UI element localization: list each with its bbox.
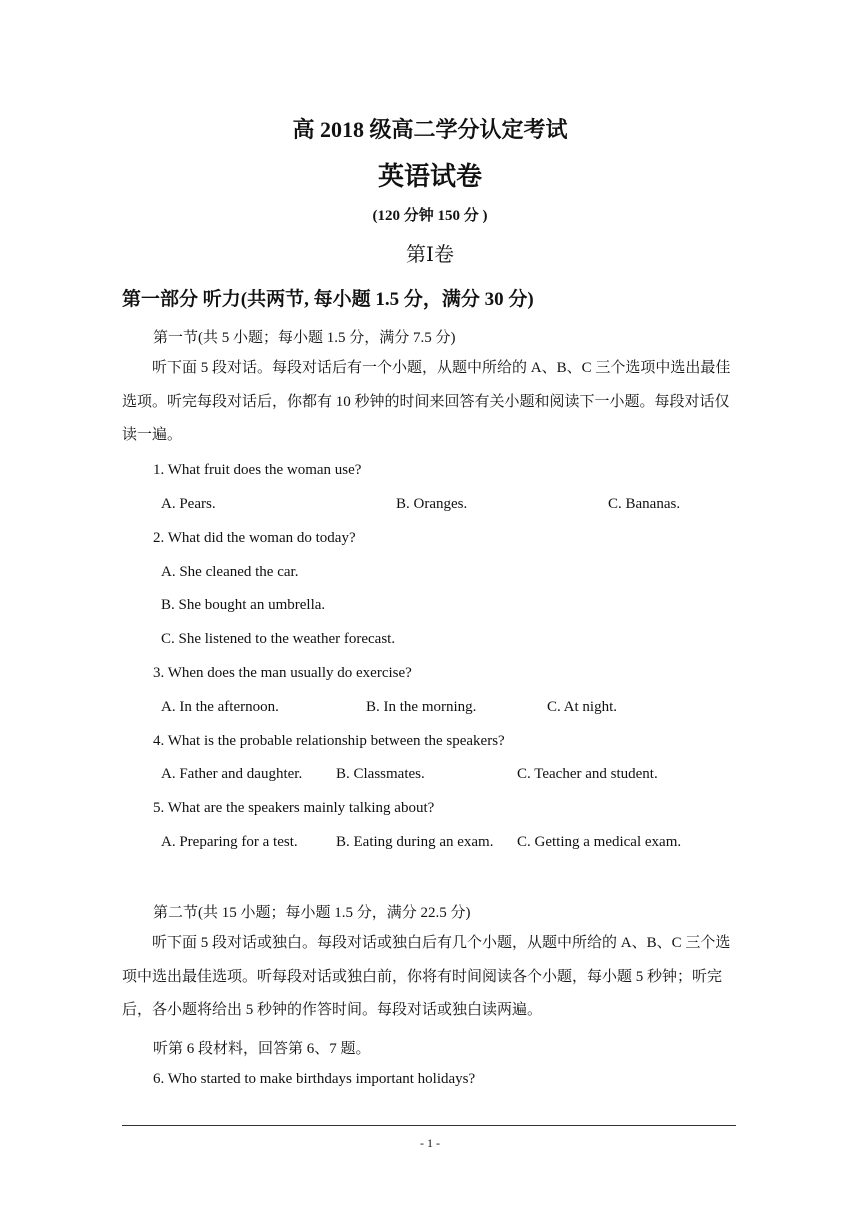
section-one-heading: 第一节(共 5 小题；每小题 1.5 分，满分 7.5 分)	[153, 330, 456, 346]
exam-duration: (120 分钟 150 分 )	[372, 208, 488, 224]
question-1-option-c: C. Bananas.	[608, 496, 681, 512]
question-2-option-c: C. She listened to the weather forecast.	[161, 631, 396, 647]
subject-title: 英语试卷	[377, 162, 482, 191]
section-one-instructions: 听下面 5 段对话。每段对话后有一个小题，从题中所给的 A、B、C 三个选项中选出最佳选项。听完每段对话后，你都有 10 秒钟的时间来回答有关小题和阅读下一小题。每段对话仅读一遍。	[122, 360, 731, 443]
question-3-option-c: C. At night.	[547, 699, 618, 715]
question-6: 6. Who started to make birthdays important holidays?	[153, 1071, 476, 1087]
question-5-option-a: A. Preparing for a test.	[161, 834, 298, 850]
question-2-option-a: A. She cleaned the car.	[161, 564, 299, 580]
question-2: 2. What did the woman do today?	[153, 530, 356, 546]
question-2-option-b: B. She bought an umbrella.	[161, 597, 326, 613]
section-two-heading: 第二节(共 15 小题；每小题 1.5 分，满分 22.5 分)	[153, 905, 471, 921]
page-number: - 1 -	[420, 1136, 440, 1150]
question-5-option-b: B. Eating during an exam.	[336, 834, 494, 850]
part-one-heading: 第一部分 听力(共两节, 每小题 1.5 分，满分 30 分)	[122, 289, 534, 310]
question-5: 5. What are the speakers mainly talking about?	[153, 800, 435, 816]
question-3-option-a: A. In the afternoon.	[161, 699, 279, 715]
question-3-option-b: B. In the morning.	[366, 699, 477, 715]
question-3: 3. When does the man usually do exercise?	[153, 665, 412, 681]
section-two-instructions: 听下面 5 段对话或独白。每段对话或独白后有几个小题，从题中所给的 A、B、C 三个选项中选出最佳选项。听每段对话或独白前，你将有时间阅读各个小题，每小题 5 秒钟；听完后，各小题将给出 5 秒钟的作答时间。每段对话或独白读两遍。	[122, 935, 731, 1018]
exam-title: 高 2018 级高二学分认定考试	[292, 117, 568, 142]
question-4-option-c: C. Teacher and student.	[517, 766, 658, 782]
question-1-option-a: A. Pears.	[161, 496, 216, 512]
question-1-option-b: B. Oranges.	[396, 496, 468, 512]
question-5-option-c: C. Getting a medical exam.	[517, 834, 682, 850]
material-note: 听第 6 段材料，回答第 6、7 题。	[153, 1041, 371, 1057]
question-4: 4. What is the probable relationship between the speakers?	[153, 733, 505, 749]
question-4-option-b: B. Classmates.	[336, 766, 425, 782]
volume-title: 第Ⅰ卷	[406, 244, 454, 266]
footer-divider	[122, 1125, 736, 1126]
question-4-option-a: A. Father and daughter.	[161, 766, 303, 782]
question-1: 1. What fruit does the woman use?	[153, 462, 362, 478]
